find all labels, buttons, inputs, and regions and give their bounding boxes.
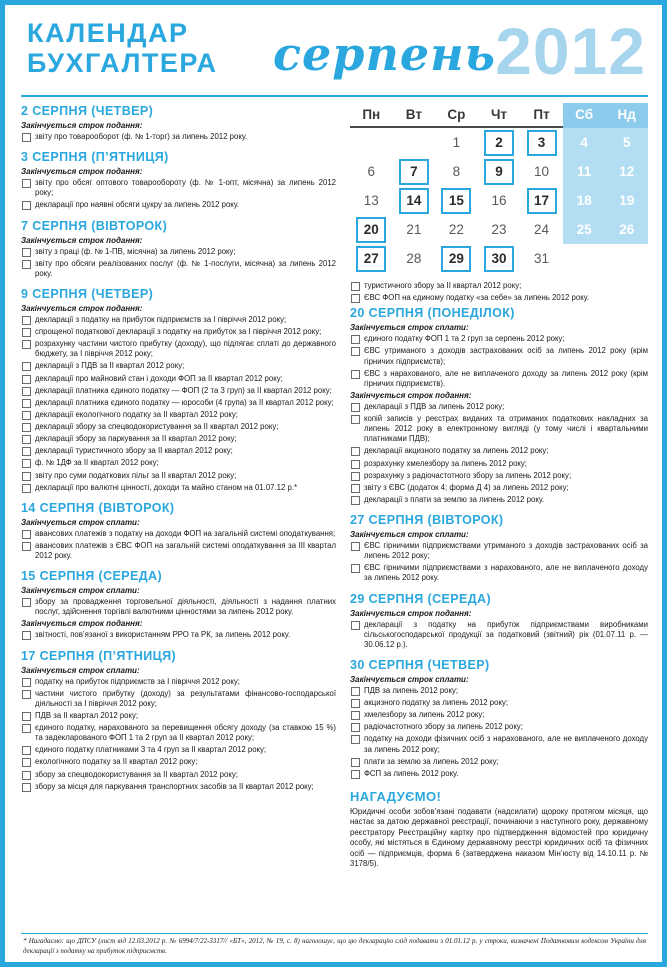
- calendar-day-weekend: [563, 186, 606, 215]
- deadline-item-text: єдиного податку платниками 3 та 4 груп за ІІ квартал 2012 року;: [35, 745, 267, 755]
- calendar-day: [393, 215, 436, 244]
- deadline-item-text: декларації про наявні обсяги цукру за липень 2012 року.: [35, 200, 240, 210]
- checkbox-icon[interactable]: [22, 712, 31, 721]
- checkbox-icon[interactable]: [22, 387, 31, 396]
- deadline-type-label: Закінчується строк сплати:: [350, 674, 469, 684]
- deadline-item-text: декларації акцизного податку за липень 2012 року;: [364, 446, 549, 456]
- deadline-item: [350, 293, 648, 303]
- day-number: 31: [534, 251, 550, 266]
- day-number: 26: [619, 222, 635, 237]
- right-column: [350, 101, 648, 929]
- day-number: 30: [484, 246, 514, 272]
- checkbox-icon[interactable]: [22, 201, 31, 210]
- checkbox-icon[interactable]: [22, 459, 31, 468]
- day-header-Сб: Сб: [563, 103, 606, 128]
- footnote: * Нагадаємо: що ДПСУ (лист від 12.03.2012 р. № 6994/7/22-3317// «БТ», 2012, № 19, с. 8) наголошує, що цю декларацію слід подавати з 01.01.12 р. у строки, визначені Податковим кодексом України для декларації з податку на прибуток підприємств.: [21, 933, 648, 957]
- checkbox-icon[interactable]: [22, 542, 31, 551]
- deadline-item: [21, 541, 336, 561]
- deadline-type-label: Закінчується строк сплати:: [21, 665, 140, 675]
- deadline-type-label: Закінчується строк подання:: [350, 390, 472, 400]
- deadline-item: [21, 132, 336, 142]
- date-heading: 9 СЕРПНЯ (ЧЕТВЕР): [21, 286, 154, 301]
- deadline-item-text: розрахунку частини чистого прибутку (доходу), що підлягає сплаті до державного бюджету, за І півріччя 2012 року;: [35, 339, 336, 359]
- deadline-item: [350, 281, 648, 291]
- checkbox-icon[interactable]: [351, 542, 360, 551]
- date-entry: [21, 104, 336, 142]
- date-entry: [350, 592, 648, 650]
- deadline-item-text: декларації екологічного податку за ІІ квартал 2012 року;: [35, 409, 238, 419]
- deadline-item-text: ЄВС гірничими підприємствами з нарахованого, але не виплаченого доходу за липень 2012 року.: [364, 563, 648, 583]
- reminder-text: Юридичні особи зобов’язані подавати (надсилати) щороку протягом місяця, що настає за датою державної реєстрації, починаючи з наступного року, державному реєстратору Реєстраційну картку про підтвердження відомостей про юридичну особу, які містяться в Єдиному державному реєстрі юридичних осіб та фізичних осіб — підприємців, форма 6 (затверджена наказом Мін’юсту від 14.10.11 р. № 3178/5).: [350, 806, 648, 869]
- date-heading: 15 СЕРПНЯ (СЕРЕДА): [21, 569, 163, 584]
- checkbox-icon[interactable]: [351, 723, 360, 732]
- deadline-item-text: плати за землю за липень 2012 року;: [364, 756, 499, 766]
- deadline-item-text: декларації збору за паркування за ІІ квартал 2012 року;: [35, 434, 237, 444]
- checkbox-icon[interactable]: [22, 340, 31, 349]
- calendar-day-weekend: [605, 128, 648, 157]
- calendar-day: [393, 128, 436, 157]
- deadline-item: [21, 374, 336, 384]
- deadline-item: [350, 334, 648, 344]
- deadline-item-text: декларації з ПДВ за ІІ квартал 2012 року;: [35, 361, 185, 371]
- checkbox-icon[interactable]: [22, 771, 31, 780]
- checkbox-icon[interactable]: [351, 403, 360, 412]
- calendar-day-deadline: [393, 157, 436, 186]
- deadline-item-text: авансових платежів з ЄВС ФОП на загальній системі оподаткування за ІІІ квартал 2012 року.: [35, 540, 336, 560]
- deadline-item: [21, 630, 336, 640]
- checkbox-icon[interactable]: [22, 423, 31, 432]
- day-number: 9: [484, 159, 514, 185]
- deadline-item: [21, 689, 336, 709]
- deadline-item-text: декларації платника єдиного податку — ФОП (2 та 3 груп) за ІІ квартал 2012 року;: [35, 385, 332, 395]
- deadline-item-text: частини чистого прибутку (доходу) за результатами фінансово-господарської діяльності за І півріччя 2012 року;: [35, 688, 336, 708]
- deadline-item-text: податку на доходи фізичних осіб з нарахованого, але не виплаченого доходу за липень 2012 року;: [364, 734, 648, 754]
- deadline-type-label: Закінчується строк подання:: [21, 167, 143, 177]
- calendar-day: [435, 215, 478, 244]
- checkbox-icon[interactable]: [351, 472, 360, 481]
- day-header-Пн: Пн: [350, 103, 393, 128]
- deadline-item: [21, 483, 336, 493]
- calendar-day: [478, 215, 521, 244]
- checkbox-icon[interactable]: [22, 758, 31, 767]
- deadline-item: [21, 471, 336, 481]
- deadline-item: [21, 711, 336, 721]
- deadline-item: [350, 471, 648, 481]
- deadline-item-text: ЄВС ФОП на єдиному податку «за себе» за липень 2012 року.: [364, 293, 590, 303]
- deadline-item-text: звіту про обсяги реалізованих послуг (ф. № 1-послуги, місячна) за липень 2012 року.: [35, 258, 336, 278]
- month-calendar: [350, 103, 648, 273]
- deadline-item-text: звітності, пов’язаної з використанням РРО та РК, за липень 2012 року.: [35, 630, 291, 640]
- calendar-day: [605, 244, 648, 273]
- checkbox-icon[interactable]: [22, 746, 31, 755]
- deadline-item: [21, 422, 336, 432]
- checkbox-icon[interactable]: [22, 724, 31, 733]
- day-number: 25: [576, 222, 592, 237]
- checkbox-icon[interactable]: [351, 282, 360, 291]
- calendar-day-deadline: [350, 215, 393, 244]
- date-entry: [21, 649, 336, 792]
- day-number: 16: [491, 193, 507, 208]
- checkbox-icon[interactable]: [22, 447, 31, 456]
- checkbox-icon[interactable]: [22, 690, 31, 699]
- checkbox-icon[interactable]: [351, 496, 360, 505]
- year-label: 2012: [495, 14, 646, 88]
- date-entry: [21, 569, 336, 640]
- calendar-day-deadline: [478, 128, 521, 157]
- checkbox-icon[interactable]: [351, 711, 360, 720]
- day-number: 20: [356, 217, 386, 243]
- deadline-item: [350, 734, 648, 754]
- calendar-day-weekend: [563, 215, 606, 244]
- calendar-day-headers: [350, 103, 648, 128]
- day-number: 21: [406, 222, 422, 237]
- checkbox-icon[interactable]: [22, 411, 31, 420]
- day-header-Нд: Нд: [605, 103, 648, 128]
- day-number: 2: [484, 130, 514, 156]
- calendar-day-deadline: [478, 244, 521, 273]
- checkbox-icon[interactable]: [351, 687, 360, 696]
- deadline-item: [21, 386, 336, 396]
- day-number: 22: [448, 222, 464, 237]
- checkbox-icon[interactable]: [22, 484, 31, 493]
- checkbox-icon[interactable]: [22, 248, 31, 257]
- calendar-day-deadline: [435, 244, 478, 273]
- deadline-item-text: акцизного податку за липень 2012 року;: [364, 698, 509, 707]
- deadline-item-text: єдиного податку, нарахованого за перевищення обсягу доходу (за ставкою 15 %) та задекларованого ФОП 1 та 2 груп за ІІ квартал 2012 року;: [35, 723, 336, 743]
- deadline-type-label: Закінчується строк сплати:: [21, 517, 140, 527]
- checkbox-icon[interactable]: [22, 783, 31, 792]
- deadline-item-text: декларації платника єдиного податку — юрособи (4 група) за ІІ квартал 2012 року;: [35, 397, 334, 407]
- day-number: 27: [356, 246, 386, 272]
- deadline-item-text: декларації з податку на прибуток підприємствами виробниками сільськогосподарської продукції за податковий (звітний) рік (01.07.11 р. — 30.06.12 р.).: [364, 619, 648, 649]
- content-columns: [21, 101, 648, 929]
- deadline-item-text: декларації туристичного збору за ІІ квартал 2012 року;: [35, 446, 233, 456]
- day-header-Чт: Чт: [478, 103, 521, 128]
- checkbox-icon[interactable]: [351, 484, 360, 493]
- checkbox-icon[interactable]: [351, 370, 360, 379]
- calendar-day: [520, 215, 563, 244]
- deadline-item-text: декларації з плати за землю за липень 2012 року.: [364, 494, 545, 504]
- checkbox-icon[interactable]: [22, 678, 31, 687]
- calendar-day: [520, 157, 563, 186]
- deadline-item-text: збору за спецводокористування за ІІ квартал 2012 року;: [35, 769, 238, 779]
- date-entry: [350, 513, 648, 584]
- deadline-item-text: звіту про обсяг оптового товарообороту (ф. № 1-опт, місячна) за липень 2012 року;: [35, 178, 336, 198]
- day-number: 4: [580, 135, 588, 150]
- calendar-day-deadline: [350, 244, 393, 273]
- calendar-grid: [350, 128, 648, 273]
- month-name: серпень: [273, 27, 497, 81]
- deadline-item: [21, 247, 336, 257]
- deadline-item-text: звіту про товарооборот (ф. № 1-торг) за липень 2012 року.: [35, 132, 248, 141]
- deadline-item: [350, 541, 648, 561]
- day-header-Ср: Ср: [435, 103, 478, 128]
- checkbox-icon[interactable]: [22, 399, 31, 408]
- reminder-title: НАГАДУЄМО!: [350, 788, 442, 804]
- page-title: [27, 19, 218, 78]
- deadline-item: [21, 200, 336, 210]
- deadline-item: [21, 677, 336, 687]
- calendar-day-deadline: [520, 186, 563, 215]
- checkbox-icon[interactable]: [351, 335, 360, 344]
- deadline-item-text: ЄВС з нарахованого, але не виплаченого доходу за липень 2012 року (крім гірничих підприємств).: [364, 368, 648, 388]
- deadline-item-text: декларації з ПДВ за липень 2012 року;: [364, 401, 505, 411]
- deadline-item-text: звіту про суми податкових пільг за ІІ квартал 2012 року;: [35, 470, 237, 480]
- deadline-item: [21, 446, 336, 456]
- deadline-item: [350, 710, 648, 720]
- deadline-item: [350, 483, 648, 493]
- deadline-item-text: ПДВ за липень 2012 року;: [364, 685, 459, 695]
- checkbox-icon[interactable]: [351, 415, 360, 424]
- deadline-item-text: ФСП за липень 2012 року.: [364, 768, 459, 778]
- deadline-item: [21, 339, 336, 359]
- deadline-item: [350, 402, 648, 412]
- deadline-item: [21, 398, 336, 408]
- day-number: 23: [491, 222, 507, 237]
- checkbox-icon[interactable]: [22, 179, 31, 188]
- deadline-item-text: ф. № 1ДФ за ІІ квартал 2012 року;: [35, 458, 159, 468]
- calendar-day: [350, 157, 393, 186]
- date-heading: 7 СЕРПНЯ (ВІВТОРОК): [21, 218, 168, 233]
- checkbox-icon[interactable]: [351, 621, 360, 630]
- deadline-item-text: збору за місця для паркування транспортних засобів за ІІ квартал 2012 року;: [35, 781, 314, 791]
- deadline-item: [350, 769, 648, 779]
- deadline-item: [21, 723, 336, 743]
- checkbox-icon[interactable]: [351, 699, 360, 708]
- deadline-item-text: декларації про валютні цінності, доходи та майно станом на 01.07.12 р.*: [35, 482, 298, 492]
- deadline-item: [21, 458, 336, 468]
- calendar-day-deadline: [520, 128, 563, 157]
- calendar-day: [350, 186, 393, 215]
- checkbox-icon[interactable]: [22, 598, 31, 607]
- deadline-item-text: копій записів у реєстрах виданих та отриманих податкових накладних за липень 2012 року в електронному вигляді (у тому числі і квартальними платниками ПДВ);: [364, 414, 648, 444]
- day-number: 10: [534, 164, 550, 179]
- page-header: [21, 13, 648, 97]
- calendar-day-weekend: [605, 157, 648, 186]
- deadline-item: [21, 597, 336, 617]
- date-entry: [21, 287, 336, 493]
- deadline-item: [350, 414, 648, 444]
- date-entry: [21, 150, 336, 210]
- deadline-item-text: декларації збору за спецводокористування за ІІ квартал 2012 року;: [35, 422, 279, 431]
- deadline-item: [21, 361, 336, 371]
- checkbox-icon[interactable]: [22, 375, 31, 384]
- deadline-item-text: спрощеної податкової декларації з податку на прибуток за І півріччя 2012 року;: [35, 327, 322, 336]
- checkbox-icon[interactable]: [22, 328, 31, 337]
- deadline-item: [21, 315, 336, 325]
- day-number: 5: [622, 135, 631, 150]
- deadline-item: [21, 178, 336, 198]
- calendar-day: [563, 244, 606, 273]
- deadline-item-text: єдиного податку ФОП 1 та 2 груп за серпень 2012 року;: [364, 334, 565, 344]
- deadline-item-text: авансових платежів з податку на доходи ФОП на загальній системі оподаткування;: [35, 528, 336, 538]
- day-number: 19: [619, 193, 635, 208]
- day-number: 28: [406, 251, 422, 266]
- day-number: 14: [399, 188, 429, 214]
- date-heading: 27 СЕРПНЯ (ВІВТОРОК): [350, 513, 504, 527]
- deadline-item-text: ПДВ за ІІ квартал 2012 року;: [35, 710, 139, 720]
- deadline-type-label: Закінчується строк подання:: [21, 121, 143, 130]
- checkbox-icon[interactable]: [22, 260, 31, 269]
- calendar-day: [350, 128, 393, 157]
- checkbox-icon[interactable]: [22, 316, 31, 325]
- date-entry: [350, 658, 648, 779]
- calendar-day-weekend: [563, 128, 606, 157]
- deadline-item: [350, 698, 648, 708]
- checkbox-icon[interactable]: [351, 447, 360, 456]
- day-number: 12: [619, 164, 635, 179]
- deadline-item-text: туристичного збору за ІІ квартал 2012 року;: [364, 281, 522, 290]
- deadline-item: [21, 259, 336, 279]
- deadline-item-text: звіту з ЄВС (додаток 4; форма Д 4) за липень 2012 року;: [364, 482, 569, 492]
- deadline-item: [350, 346, 648, 366]
- checkbox-icon[interactable]: [351, 564, 360, 573]
- deadline-type-label: Закінчується строк подання:: [21, 619, 143, 629]
- left-column: [21, 101, 336, 929]
- calendar-day: [520, 244, 563, 273]
- deadline-item: [350, 722, 648, 732]
- day-number: 18: [576, 193, 592, 208]
- deadline-item: [21, 770, 336, 780]
- calendar-day: [435, 157, 478, 186]
- checkbox-icon[interactable]: [22, 472, 31, 481]
- page-title-line2: БУХГАЛТЕРА: [27, 47, 218, 78]
- calendar-day-weekend: [563, 157, 606, 186]
- date-heading: 29 СЕРПНЯ (СЕРЕДА): [350, 591, 492, 606]
- deadline-item-text: ЄВС гірничими підприємствами утриманого з доходів застрахованих осіб за липень 2012 року;: [364, 541, 648, 561]
- day-number: 11: [576, 164, 592, 179]
- deadline-item-text: декларації з податку на прибуток підприємств за І півріччя 2012 року;: [35, 314, 287, 324]
- deadline-item: [21, 757, 336, 767]
- day-number: 3: [527, 130, 557, 156]
- checkbox-icon[interactable]: [351, 347, 360, 356]
- date-heading: 2 СЕРПНЯ (ЧЕТВЕР): [21, 104, 154, 118]
- checkbox-icon[interactable]: [351, 460, 360, 469]
- deadline-item: [21, 529, 336, 539]
- deadline-item: [21, 782, 336, 792]
- calendar-day-deadline: [478, 157, 521, 186]
- deadline-item: [21, 745, 336, 755]
- deadline-item-text: ЄВС утриманого з доходів застрахованих осіб за липень 2012 року (крім гірничих підприємств);: [364, 346, 648, 366]
- checkbox-icon[interactable]: [351, 735, 360, 744]
- checkbox-icon[interactable]: [22, 530, 31, 539]
- deadline-item-text: податку на прибуток підприємств за І півріччя 2012 року;: [35, 676, 240, 686]
- calendar-day-deadline: [435, 186, 478, 215]
- date-entry: [350, 306, 648, 505]
- calendar-day: [478, 186, 521, 215]
- deadline-type-label: Закінчується строк подання:: [21, 303, 143, 313]
- deadline-item-text: декларації про майновий стан і доходи ФОП за ІІ квартал 2012 року;: [35, 373, 283, 383]
- checkbox-icon[interactable]: [22, 362, 31, 371]
- date-heading: 30 СЕРПНЯ (ЧЕТВЕР): [350, 657, 490, 672]
- deadline-item: [350, 620, 648, 650]
- deadline-item-text: розрахунку хмелезбору за липень 2012 року;: [364, 458, 527, 468]
- day-number: 24: [534, 222, 550, 237]
- deadline-item-text: радіочастотного збору за липень 2012 року;: [364, 722, 523, 732]
- deadline-item: [21, 327, 336, 337]
- deadline-item: [350, 495, 648, 505]
- day-header-Вт: Вт: [393, 103, 436, 128]
- day-number: 17: [527, 188, 557, 214]
- continuation-items: [350, 281, 648, 303]
- day-number: 13: [363, 193, 379, 208]
- day-number: 6: [367, 164, 376, 179]
- checkbox-icon[interactable]: [22, 133, 31, 142]
- date-heading: 17 СЕРПНЯ (П’ЯТНИЦЯ): [21, 648, 177, 663]
- checkbox-icon[interactable]: [351, 294, 360, 303]
- deadline-item-text: хмелезбору за липень 2012 року;: [364, 710, 485, 720]
- deadline-item-text: збору за провадження торговельної діяльності, діяльності з надання платних послуг, здійснення торгівлі валютними цінностями за липень 2012 року.: [35, 597, 336, 617]
- calendar-day-deadline: [393, 186, 436, 215]
- day-number: 8: [452, 164, 461, 179]
- deadline-item-text: звіту з праці (ф. № 1-ПВ, місячна) за липень 2012 року;: [35, 246, 236, 256]
- date-entry: [21, 219, 336, 279]
- deadline-item: [350, 563, 648, 583]
- calendar-day: [435, 128, 478, 157]
- checkbox-icon[interactable]: [22, 435, 31, 444]
- deadline-item: [350, 686, 648, 696]
- deadline-type-label: Закінчується строк сплати:: [350, 530, 469, 539]
- deadline-item: [350, 757, 648, 767]
- calendar-day-weekend: [605, 186, 648, 215]
- calendar-day-weekend: [605, 215, 648, 244]
- deadline-item: [21, 410, 336, 420]
- deadline-item-text: екологічного податку за ІІ квартал 2012 року;: [35, 757, 198, 767]
- reminder-block: [350, 789, 648, 870]
- checkbox-icon[interactable]: [22, 631, 31, 640]
- deadline-item-text: розрахунку з радіочастотного збору за липень 2012 року;: [364, 470, 572, 480]
- deadline-type-label: Закінчується строк сплати:: [21, 586, 140, 596]
- day-number: 15: [441, 188, 471, 214]
- deadline-item: [350, 446, 648, 456]
- date-heading: 14 СЕРПНЯ (ВІВТОРОК): [21, 500, 175, 515]
- deadline-item: [350, 369, 648, 389]
- date-entry: [21, 501, 336, 561]
- checkbox-icon[interactable]: [351, 770, 360, 779]
- deadline-item: [21, 434, 336, 444]
- deadline-item: [350, 459, 648, 469]
- calendar-day: [393, 244, 436, 273]
- day-number: 7: [399, 159, 429, 185]
- day-number: 29: [441, 246, 471, 272]
- deadline-type-label: Закінчується строк подання:: [350, 608, 472, 618]
- day-header-Пт: Пт: [520, 103, 563, 128]
- date-heading: 20 СЕРПНЯ (ПОНЕДІЛОК): [350, 306, 515, 321]
- date-heading: 3 СЕРПНЯ (П’ЯТНИЦЯ): [21, 150, 169, 165]
- page-title-line1: КАЛЕНДАР: [27, 18, 189, 48]
- deadline-type-label: Закінчується строк сплати:: [350, 323, 469, 333]
- right-sections: [350, 306, 648, 779]
- deadline-type-label: Закінчується строк подання:: [21, 235, 143, 245]
- day-number: 1: [452, 135, 461, 150]
- checkbox-icon[interactable]: [351, 758, 360, 767]
